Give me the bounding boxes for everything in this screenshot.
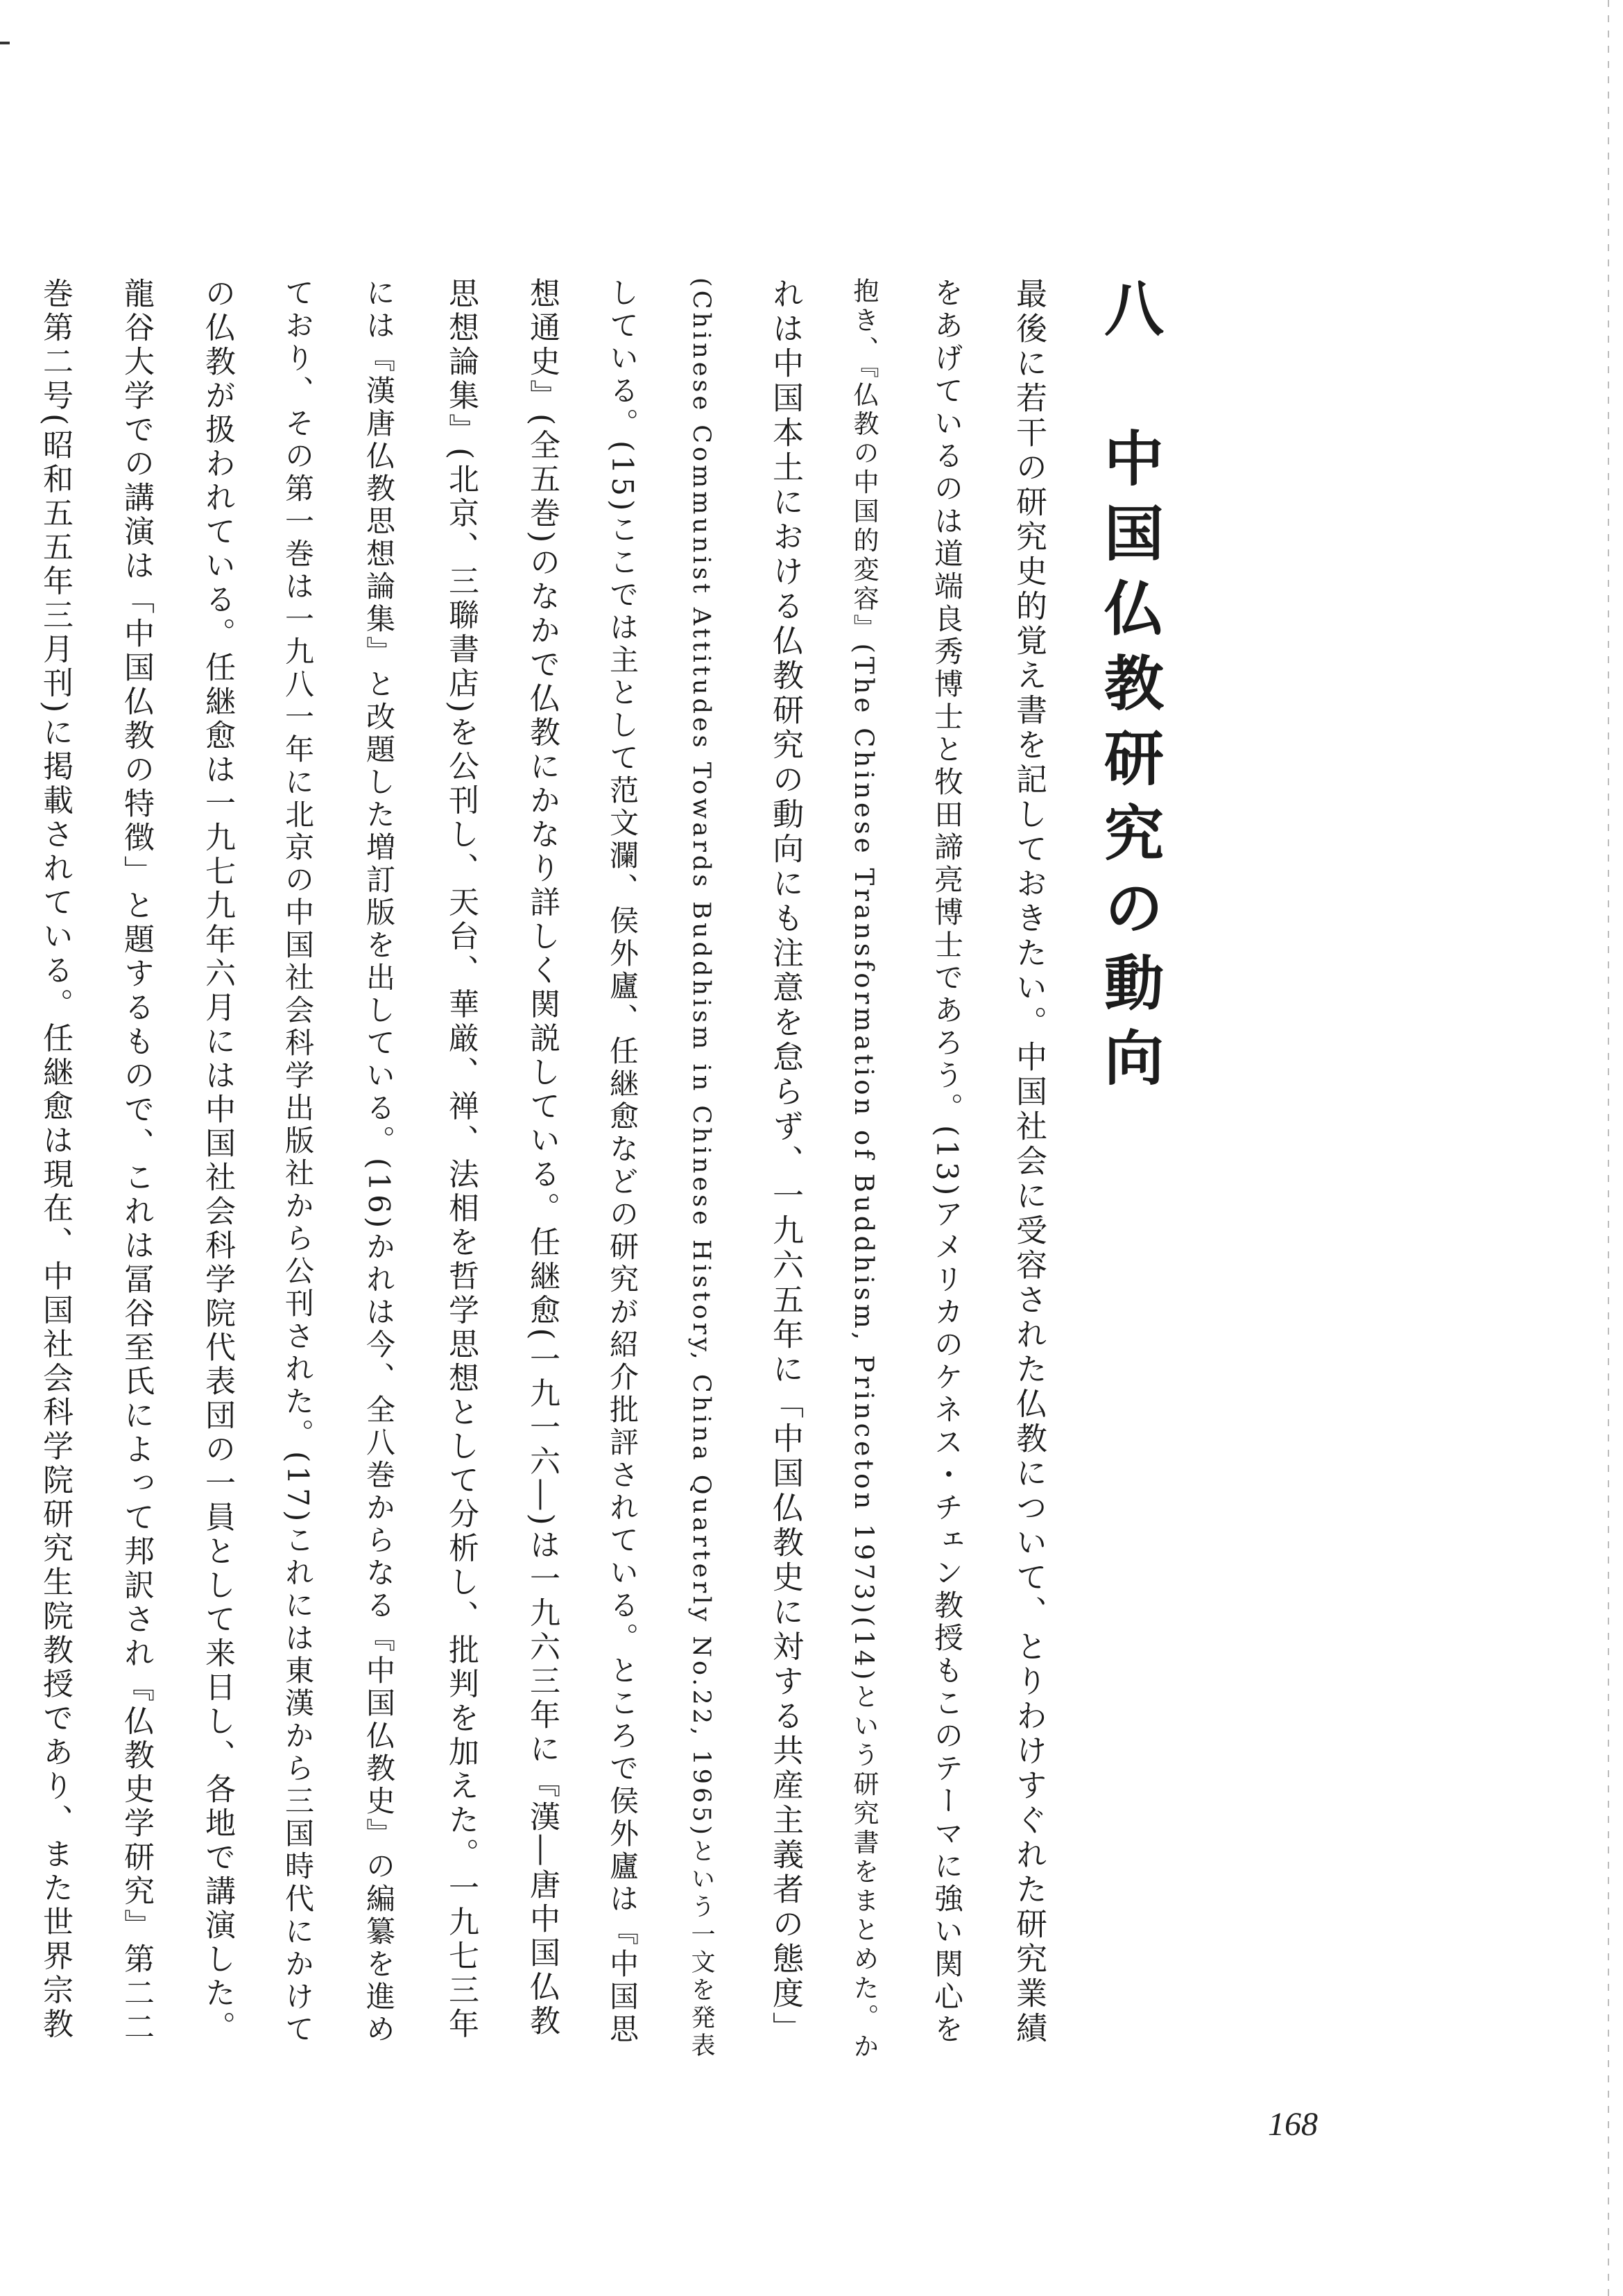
section-heading: 八 中国仏教研究の動向 bbox=[1094, 277, 1164, 1102]
text-line-10: ており、その第一巻は一九八一年に北京の中国社会科学出版社から公刊された。(17)これには東漢から三国時代にかけて bbox=[281, 277, 315, 2047]
text-line-9: には『漢唐仏教思想論集』と改題した増訂版を出している。(16)かれは今、全八巻からなる『中国仏教史』の編纂を進め bbox=[362, 277, 396, 2047]
text-line-12: 龍谷大学での講演は「中国仏教の特徴」と題するもので、これは冨谷至氏によって邦訳され『仏教史学研究』第二二 bbox=[119, 277, 154, 2045]
text-line-2: をあげているのは道端良秀博士と牧田諦亮博士であろう。(13)アメリカのケネス・チェン教授もこのテーマに強い関心を bbox=[930, 277, 964, 2047]
text-line-1: 最後に若干の研究史的覚え書を記しておきたい。中国社会に受容された仏教について、とりわけすぐれた研究業績 bbox=[1011, 277, 1047, 2046]
binding-edge-line bbox=[1608, 0, 1609, 2296]
text-line-13: 巻第二号(昭和五五年三月刊)に掲載されている。任継愈は現在、中国社会科学院研究生院教授であり、また世界宗教 bbox=[37, 277, 73, 2042]
text-line-11: の仏教が扱われている。任継愈は一九七九年六月には中国社会科学院代表団の一員として来日し、各地で講演した。 bbox=[200, 277, 235, 2045]
text-line-3: 抱き、『仏教の中国的変容』(The Chinese Transformation of Buddhism, Princeton 1973)(14)という研究書をまとめた。か bbox=[849, 277, 879, 2062]
text-line-4: れは中国本土における仏教研究の動向にも注意を怠らず、一九六五年に「中国仏教史に対する共産主義者の態度」 bbox=[767, 277, 804, 2046]
margin-mark bbox=[0, 42, 10, 44]
text-line-6: している。(15)ここでは主として范文瀾、侯外廬、任継愈などの研究が紹介批評されている。ところで侯外廬は『中国思 bbox=[606, 277, 639, 2047]
page-number: 168 bbox=[1268, 2106, 1318, 2143]
text-line-8: 思想論集』(北京、三聯書店)を公刊し、天台、華厳、禅、法相を哲学思想として分析し、批判を加えた。一九七三年 bbox=[443, 277, 479, 2042]
text-line-5: (Chinese Communist Attitudes Towards Buddhism in Chinese History, China Quarterly No.22, 1965)という一文を発表 bbox=[687, 277, 715, 2061]
text-line-7: 想通史』(全五巻)のなかで仏教にかなり詳しく関説している。任継愈(一九一六―)は一九六三年に『漢―唐中国仏教 bbox=[524, 277, 560, 2039]
